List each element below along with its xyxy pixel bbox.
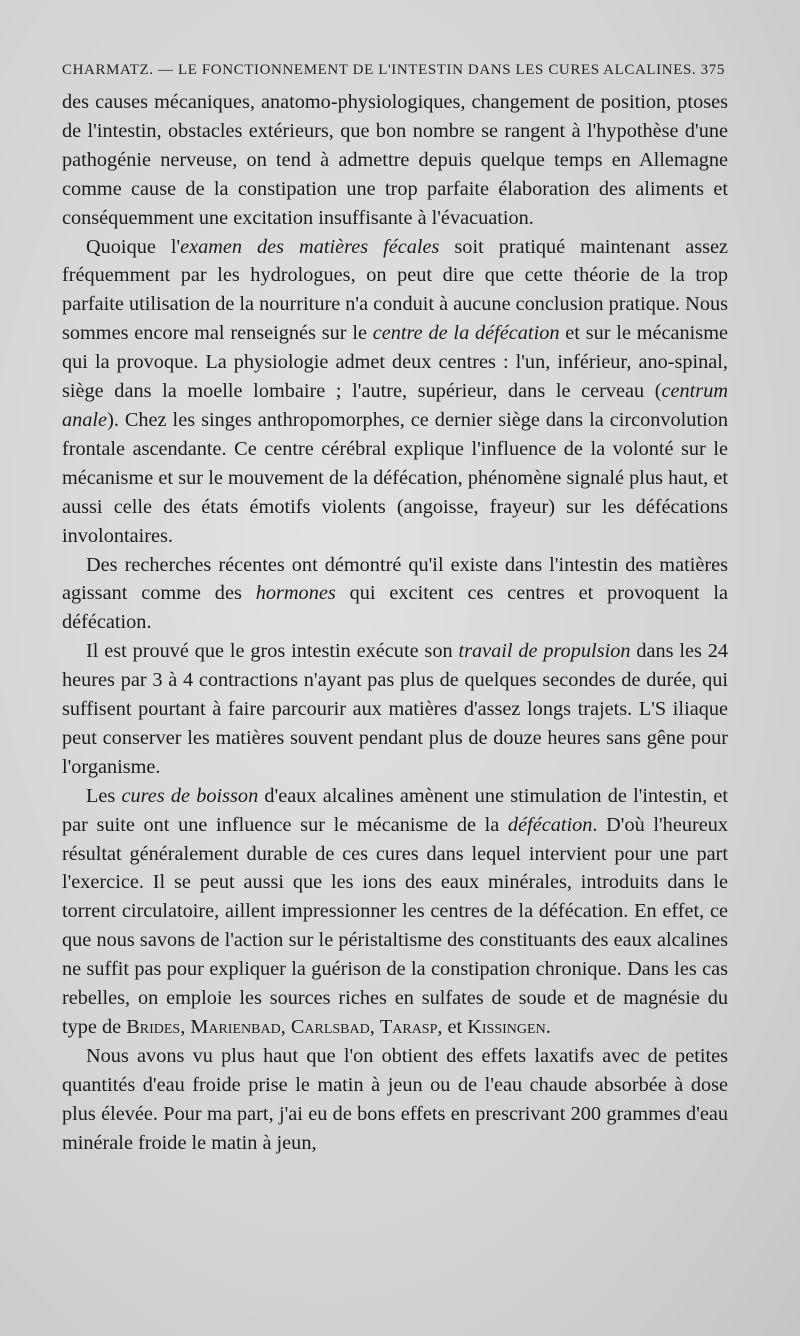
- text-run: Les: [86, 784, 122, 807]
- text-run: dans les 24 heures par 3 à 4 contractions n'ayant pas plus de quelques secondes de durée, qui suffisent pourtant à faire parcourir aux matières d'assez longs trajets. L'S iliaque peut conserver les matières souvent pendant plus de douze heures sans gêne pour l'organisme.: [62, 640, 729, 778]
- paragraph: [62, 1042, 728, 1158]
- text-run: qui excitent ces centres et provoquent la défécation.: [62, 582, 729, 634]
- paragraph: [62, 233, 728, 551]
- small-caps-text: Kissingen: [467, 1016, 546, 1038]
- small-caps-text: Marienbad: [190, 1016, 281, 1038]
- text-run: ). Chez les singes anthropomorphes, ce dernier siège dans la circonvolution frontale ascendante. Ce centre cérébral explique l'influence de la volonté sur le mécanisme et sur le mouvement de la défécation, phénomène signalé plus haut, et aussi celle des états émotifs violents (angoisse, frayeur) sur les défécations involontaires.: [62, 408, 728, 547]
- paragraph: [62, 88, 728, 233]
- italic-text: examen des matières fécales: [180, 235, 440, 258]
- page-number: 375: [700, 62, 725, 78]
- header-author: CHARMATZ.: [62, 62, 154, 78]
- italic-text: travail de propulsion: [458, 640, 631, 663]
- paragraph: [62, 551, 728, 638]
- text-run: ,: [369, 1016, 380, 1038]
- italic-text: cures de boisson: [121, 784, 259, 807]
- small-caps-text: Carlsbad: [290, 1016, 370, 1038]
- paragraph: [62, 782, 728, 1042]
- italic-text: hormones: [255, 582, 336, 605]
- italic-text: défécation: [507, 813, 593, 836]
- header-title: LE FONCTIONNEMENT DE L'INTESTIN DANS LES CURES ALCALINES.: [177, 62, 697, 78]
- text-run: Quoique l': [86, 235, 181, 258]
- text-run: .: [545, 1016, 551, 1038]
- italic-text: centre de la défécation: [372, 322, 560, 345]
- text-run: Nous avons vu plus haut que l'on obtient des effets laxatifs avec de petites quantités d'eau froide prise le matin à jeun ou de l'eau chaude absorbée à dose plus élevée. Pour ma part, j'ai eu de bons effets en prescrivant 200 grammes d'eau minérale froide le matin à jeun,: [62, 1044, 728, 1154]
- text-run: ,: [280, 1016, 291, 1038]
- text-run: et sur le mécanisme qui la provoque. La physiologie admet deux centres : l'un, inférieur, ano-spinal, siège dans la moelle lombaire ; l'autre, supérieur, dans le cerveau (: [62, 322, 728, 403]
- text-run: Des recherches récentes ont démontré qu'il existe dans l'intestin des matières agissant comme des: [62, 553, 728, 605]
- text-run: d'eaux alcalines amènent une stimulation de l'intestin, et par suite ont une influence sur le mécanisme de la: [62, 784, 728, 836]
- text-run: , et: [437, 1016, 468, 1038]
- paragraph: [62, 637, 728, 782]
- text-run: . D'où l'heureux résultat généralement durable de ces cures dans lequel intervient pour une part l'exercice. Il se peut aussi que les ions des eaux minérales, introduits dans le torrent circulatoire, aillent impressionner les centres de la défécation. En effet, ce que nous savons de l'action sur le péristaltisme des constituants des eaux alcalines ne suffit pas pour expliquer la guérison de la constipation chronique. Dans les cas rebelles, on emploie les sources riches en sulfates de soude et de magnésie du type de: [62, 813, 728, 1038]
- italic-text: centrum anale: [62, 380, 728, 431]
- text-run: Il est prouvé que le gros intestin exécute son: [86, 640, 459, 663]
- text-run: des causes mécaniques, anatomo-physiologiques, changement de position, ptoses de l'intestin, obstacles extérieurs, que bon nombre se rangent à l'hypothèse d'une pathogénie nerveuse, on tend à admettre depuis quelque temps en Allemagne comme cause de la constipation une trop parfaite élaboration des aliments et conséquemment une excitation insuffisante à l'évacuation.: [62, 91, 728, 229]
- small-caps-text: Tarasp: [379, 1016, 438, 1038]
- text-run: soit pratiqué maintenant assez fréquemment par les hydrologues, on peut dire que cette théorie de la trop parfaite utilisation de la nourriture n'a conduit à aucune conclusion pratique. Nous sommes encore mal renseignés sur le: [62, 235, 728, 345]
- small-caps-text: Brides: [126, 1016, 181, 1038]
- header-dash: —: [153, 62, 178, 78]
- running-header: [62, 62, 742, 79]
- body-text: [62, 88, 728, 1158]
- text-run: ,: [180, 1016, 191, 1038]
